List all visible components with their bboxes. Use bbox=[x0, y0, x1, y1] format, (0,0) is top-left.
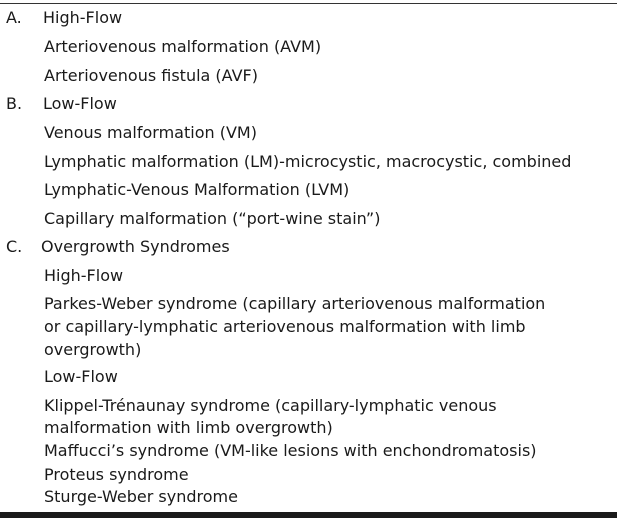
list-item: Venous malformation (VM) bbox=[44, 123, 257, 142]
list-item: Arteriovenous fistula (AVF) bbox=[44, 66, 258, 85]
section-letter-a: A. bbox=[6, 8, 22, 27]
section-heading-high-flow: High-Flow bbox=[43, 8, 123, 27]
list-item: malformation with limb overgrowth) bbox=[44, 418, 333, 437]
list-item: Proteus syndrome bbox=[44, 465, 189, 484]
list-item: Capillary malformation (“port-wine stain”) bbox=[44, 209, 381, 228]
section-heading-low-flow: Low-Flow bbox=[43, 94, 117, 113]
list-item: Klippel-Trénaunay syndrome (capillary-lymphatic venous bbox=[44, 396, 497, 415]
section-heading-overgrowth-syndromes: Overgrowth Syndromes bbox=[41, 237, 230, 256]
section-letter-b: B. bbox=[6, 94, 23, 113]
list-item: Lymphatic malformation (LM)-microcystic, macrocystic, combined bbox=[44, 152, 572, 171]
table-bottom-rule bbox=[0, 512, 617, 518]
list-item: Lymphatic-Venous Malformation (LVM) bbox=[44, 180, 350, 199]
subheading-low-flow: Low-Flow bbox=[44, 367, 118, 386]
subheading-high-flow: High-Flow bbox=[44, 266, 124, 285]
list-item: Maffucci’s syndrome (VM-like lesions with enchondromatosis) bbox=[44, 441, 537, 460]
list-item: Arteriovenous malformation (AVM) bbox=[44, 37, 322, 56]
list-item: Parkes-Weber syndrome (capillary arteriovenous malformation bbox=[44, 294, 546, 313]
list-item: or capillary-lymphatic arteriovenous malformation with limb bbox=[44, 317, 526, 336]
list-item: overgrowth) bbox=[44, 340, 142, 359]
section-letter-c: C. bbox=[6, 237, 23, 256]
table-top-rule bbox=[0, 3, 617, 4]
list-item: Sturge-Weber syndrome bbox=[44, 487, 238, 506]
